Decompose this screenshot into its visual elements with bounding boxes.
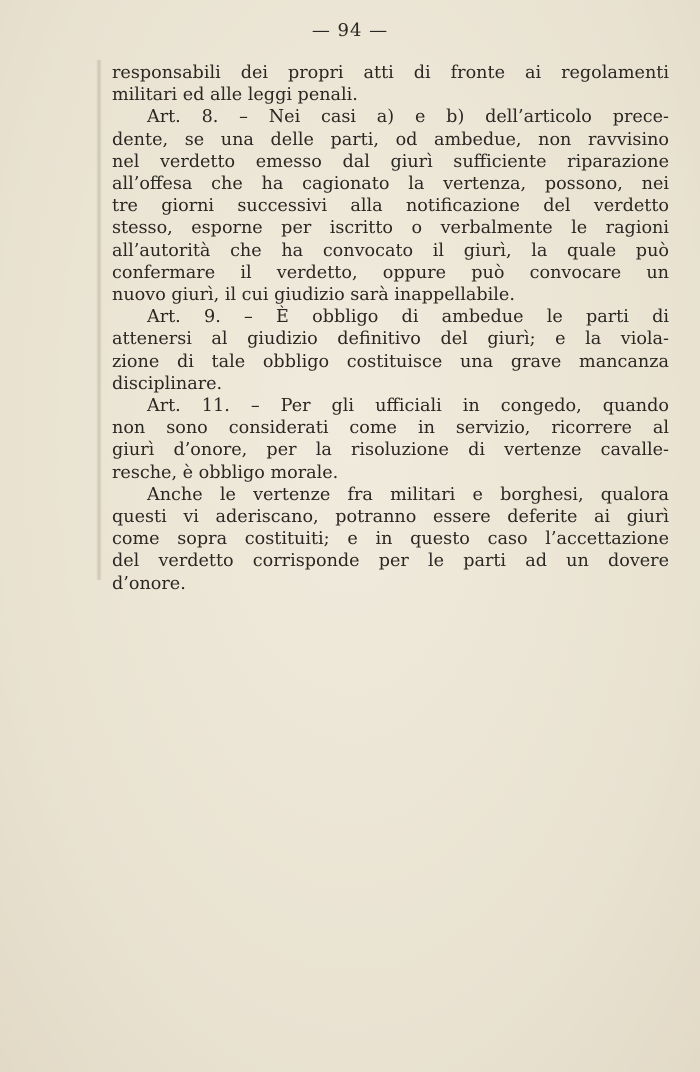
text-line: questi vi aderiscano, potranno essere deferite ai giurì (112, 507, 669, 528)
text-line: all’autorità che ha convocato il giurì, la quale può (112, 240, 669, 261)
text-line: nel verdetto emesso dal giurì sufficiente riparazione (112, 151, 669, 172)
text-line: resche, è obbligo morale. (112, 462, 339, 483)
text-line: confermare il verdetto, oppure può convocare un (112, 262, 669, 283)
text-line: responsabili dei propri atti di fronte ai regolamenti (112, 63, 669, 83)
text-line: Art. 11. – Per gli ufficiali in congedo, quando (147, 396, 669, 417)
text-line: non sono considerati come in servizio, ricorrere al (112, 418, 669, 439)
text-line: Art. 8. – Nei casi a) e b) dell’articolo prece- (147, 107, 669, 128)
text-line: dente, se una delle parti, od ambedue, non ravvisino (112, 129, 669, 150)
text-line: giurì d’onore, per la risoluzione di vertenze cavalle- (112, 440, 669, 461)
body-text (112, 62, 669, 595)
text-line: militari ed alle leggi penali. (112, 85, 358, 106)
text-line: d’onore. (112, 573, 186, 594)
text-line: tre giorni successivi alla notificazione del verdetto (112, 196, 669, 217)
text-line: all’offesa che ha cagionato la vertenza, possono, nei (112, 174, 669, 195)
text-line: nuovo giurì, il cui giudizio sarà inappellabile. (112, 285, 515, 306)
page-number: — 94 — (311, 20, 389, 41)
text-line: stesso, esporne per iscritto o verbalmente le ragioni (112, 218, 669, 239)
text-line: come sopra costituiti; e in questo caso l’accettazione (112, 529, 669, 550)
text-line: zione di tale obbligo costituisce una grave mancanza (112, 351, 669, 372)
text-line: Anche le vertenze fra militari e borghesi, qualora (147, 484, 669, 505)
text-line: del verdetto corrisponde per le parti ad un dovere (112, 551, 669, 572)
text-line: disciplinare. (112, 373, 223, 394)
text-line: attenersi al giudizio definitivo del giurì; e la viola- (112, 329, 669, 350)
text-line: Art. 9. – È obbligo di ambedue le parti di (147, 307, 669, 328)
page-binding-shadow (96, 60, 102, 580)
